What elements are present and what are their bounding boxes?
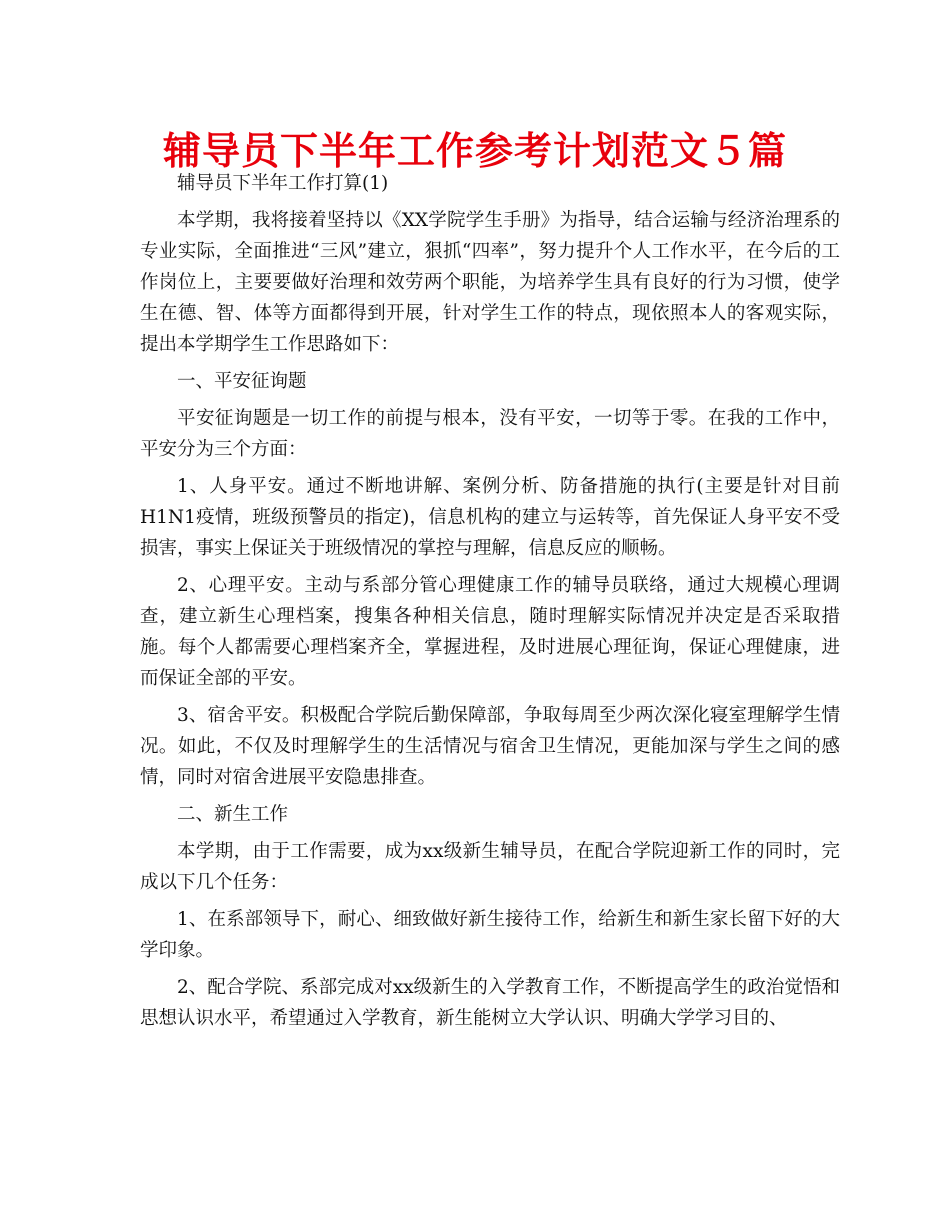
paragraph: 本学期，由于工作需要，成为xx级新生辅导员，在配合学院迎新工作的同时，完成以下几个任务： [140,841,840,893]
paragraph: 2、心理平安。主动与系部分管心理健康工作的辅导员联络，通过大规模心理调查，建立新生心理档案，搜集各种相关信息，随时理解实际情况并决定是否采取措施。每个人都需要心理档案齐全，掌握进程，及时进展心理征询，保证心理健康，进而保证全部的平安。 [140,575,840,689]
section-heading: 二、新生工作 [177,804,289,825]
paragraph: 2、配合学院、系部完成对xx级新生的入学教育工作，不断提高学生的政治觉悟和思想认识水平，希望通过入学教育，新生能树立大学认识、明确大学学习目的、 [140,977,840,1029]
paragraph: 1、人身平安。通过不断地讲解、案例分析、防备措施的执行(主要是针对目前H1N1疫情，班级预警员的指定)，信息机构的建立与运转等，首先保证人身平安不受损害，事实上保证关于班级情况的掌控与理解，信息反应的顺畅。 [140,476,840,559]
section-heading: 一、平安征询题 [177,371,307,392]
paragraph: 本学期，我将接着坚持以《XX学院学生手册》为指导，结合运输与经济治理系的专业实际，全面推进“三风”建立，狠抓“四率”，努力提升个人工作水平，在今后的工作岗位上，主要要做好治理和效劳两个职能，为培养学生具有良好的行为习惯，使学生在德、智、体等方面都得到开展，针对学生工作的特点，现依照本人的客观实际，提出本学期学生工作思路如下： [140,210,840,355]
section-subtitle: 辅导员下半年工作打算(1) [177,173,389,194]
paragraph: 1、在系部领导下，耐心、细致做好新生接待工作，给新生和新生家长留下好的大学印象。 [140,909,840,961]
document-body [140,168,840,1040]
document-title: 辅导员下半年工作参考计划范文５篇 [162,129,787,173]
paragraph: 3、宿舍平安。积极配合学院后勤保障部，争取每周至少两次深化寝室理解学生情况。如此，不仅及时理解学生的生活情况与宿舍卫生情况，更能加深与学生之间的感情，同时对宿舍进展平安隐患排查。 [140,705,840,788]
paragraph: 平安征询题是一切工作的前提与根本，没有平安，一切等于零。在我的工作中，平安分为三个方面： [140,408,840,460]
